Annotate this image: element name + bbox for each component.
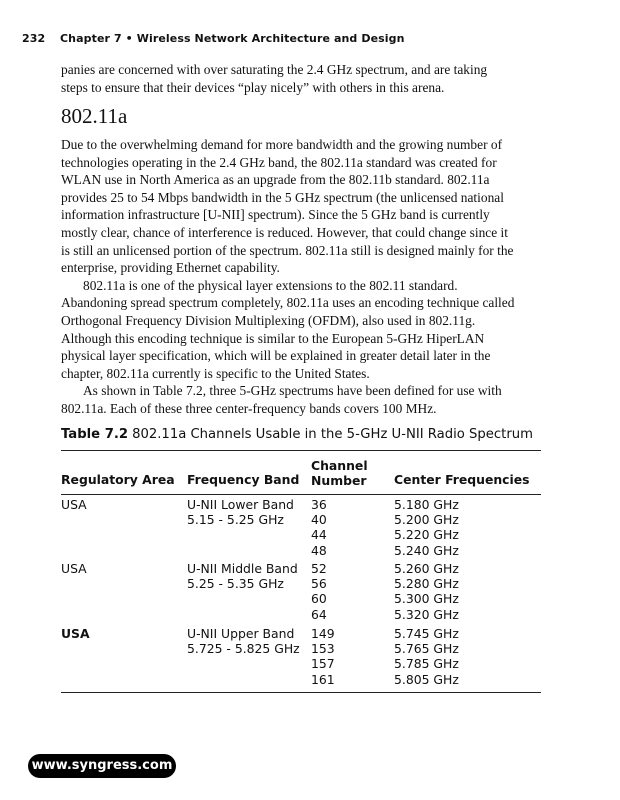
text-line: 802.11a. Each of these three center-frequency bands covers 100 MHz. xyxy=(61,400,437,416)
running-header xyxy=(22,32,405,45)
cell-band: U-NII Middle Band 5.25 - 5.35 GHz xyxy=(187,561,298,592)
text-line: panies are concerned with over saturating the 2.4 GHz spectrum, and are taking xyxy=(61,62,488,77)
text-line: provides 25 to 54 Mbps bandwidth in the 5 GHz spectrum (the unlicensed national xyxy=(61,189,504,205)
cell-area: USA xyxy=(61,497,87,512)
text-line: physical layer specification, which will be explained in greater detail later in the xyxy=(61,348,491,364)
paragraph xyxy=(61,277,541,383)
cell-frequencies: 5.260 GHz 5.280 GHz 5.300 GHz 5.320 GHz xyxy=(394,561,459,622)
footer-url[interactable]: www.syngress.com xyxy=(28,754,176,778)
table-caption: 802.11a Channels Usable in the 5-GHz U-NII Radio Spectrum xyxy=(132,427,533,442)
cell-channels: 36 40 44 48 xyxy=(311,497,327,558)
paragraph xyxy=(61,136,541,277)
cell-channels: 149 153 157 161 xyxy=(311,626,335,687)
table-header-rule xyxy=(61,494,541,495)
section-heading: 802.11a xyxy=(61,104,128,128)
text-line: Abandoning spread spectrum completely, 802.11a uses an encoding technique called xyxy=(61,295,515,311)
text-line: Orthogonal Frequency Division Multiplexing (OFDM), also used in 802.11g. xyxy=(61,312,476,328)
text-line: information infrastructure [U-NII] spectrum). Since the 5 GHz band is currently xyxy=(61,207,490,223)
table-bottom-rule xyxy=(61,692,541,693)
text-line: WLAN use in North America as an upgrade from the 802.11b standard. 802.11a xyxy=(61,172,490,188)
table-title xyxy=(61,427,533,442)
column-header-channel: Channel Number xyxy=(311,458,368,488)
text-line: is still an unlicensed portion of the spectrum. 802.11a still is designed mainly for the xyxy=(61,242,514,258)
text-line: technologies operating in the 2.4 GHz band, the 802.11a standard was created for xyxy=(61,154,497,170)
intro-paragraph xyxy=(61,61,541,96)
cell-frequencies: 5.180 GHz 5.200 GHz 5.220 GHz 5.240 GHz xyxy=(394,497,459,558)
table-label: Table 7.2 xyxy=(61,427,129,442)
chapter-title: Chapter 7 • Wireless Network Architecture and Design xyxy=(60,32,405,45)
text-line: chapter, 802.11a currently is specific to the United States. xyxy=(61,365,370,381)
text-line: As shown in Table 7.2, three 5-GHz spectrums have been defined for use with xyxy=(83,383,502,399)
column-header-center: Center Frequencies xyxy=(394,472,530,487)
paragraph xyxy=(61,382,541,417)
text-line: 802.11a is one of the physical layer extensions to the 802.11 standard. xyxy=(83,277,458,293)
page-number: 232 xyxy=(22,32,46,45)
text-line: enterprise, providing Ethernet capability. xyxy=(61,260,280,276)
column-header-area: Regulatory Area xyxy=(61,472,175,487)
cell-area: USA xyxy=(61,626,90,641)
text-line: mostly clear, chance of interference is reduced. However, that could change since it xyxy=(61,224,508,240)
text-line: Although this encoding technique is similar to the European 5-GHz HiperLAN xyxy=(61,330,485,346)
section-body xyxy=(61,136,541,418)
cell-channels: 52 56 60 64 xyxy=(311,561,327,622)
cell-band: U-NII Lower Band 5.15 - 5.25 GHz xyxy=(187,497,294,528)
cell-frequencies: 5.745 GHz 5.765 GHz 5.785 GHz 5.805 GHz xyxy=(394,626,459,687)
text-line: steps to ensure that their devices “play nicely” with others in this arena. xyxy=(61,79,445,95)
table-top-rule xyxy=(61,450,541,451)
text-line: Due to the overwhelming demand for more bandwidth and the growing number of xyxy=(61,137,503,152)
cell-band: U-NII Upper Band 5.725 - 5.825 GHz xyxy=(187,626,300,657)
cell-area: USA xyxy=(61,561,87,576)
column-header-band: Frequency Band xyxy=(187,472,300,487)
